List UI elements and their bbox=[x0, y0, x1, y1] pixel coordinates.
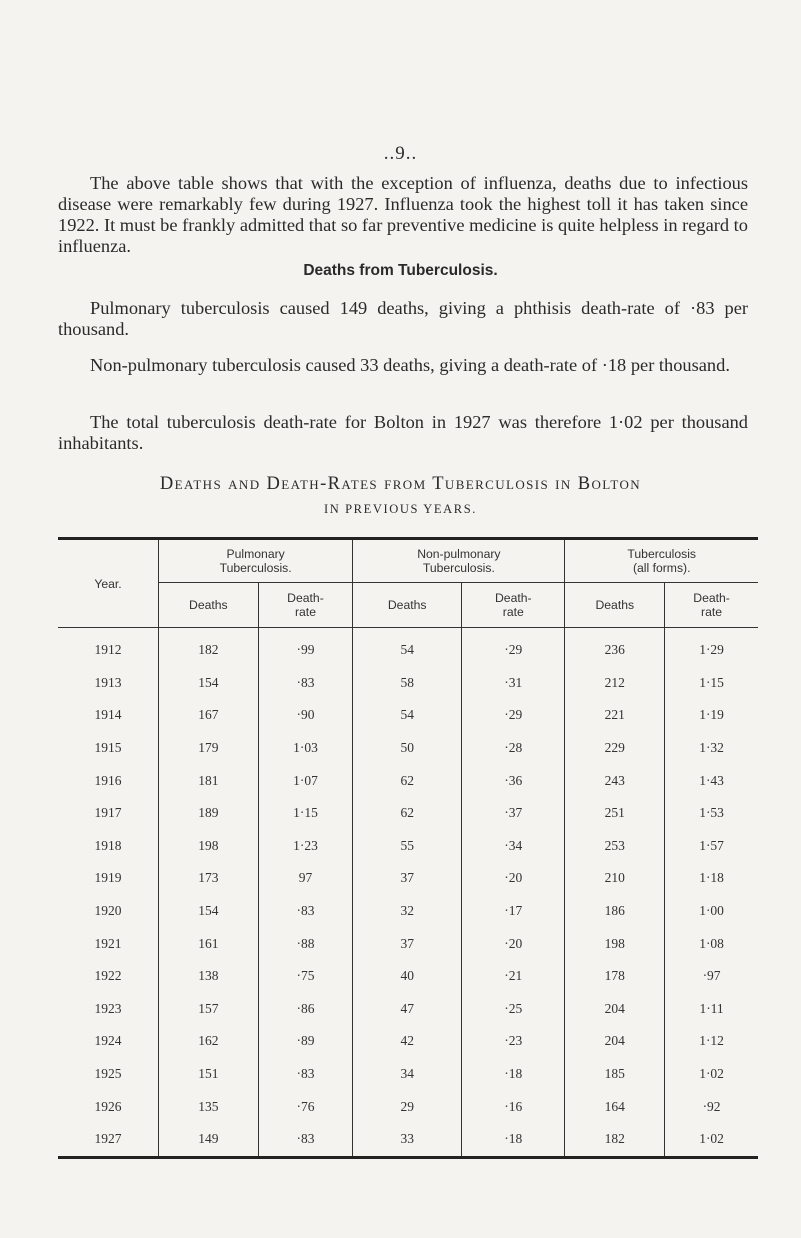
death-rate-header bbox=[462, 583, 565, 628]
pulmonary-group-header bbox=[159, 539, 353, 583]
non-pulmonary-deaths-cell: 42 bbox=[353, 1025, 462, 1058]
page-number: ..9.. bbox=[383, 143, 418, 164]
total-deaths-cell: 251 bbox=[565, 797, 665, 830]
pulmonary-deaths-cell: 154 bbox=[159, 667, 259, 700]
pulmonary-deaths-cell: 179 bbox=[159, 732, 259, 765]
non-pulmonary-deaths-cell: 29 bbox=[353, 1090, 462, 1123]
year-cell: 1916 bbox=[94, 772, 122, 788]
pulmonary-rate-cell: ·89 bbox=[258, 1025, 353, 1058]
non-pulmonary-deaths-cell: 54 bbox=[353, 699, 462, 732]
total-deaths-cell: 212 bbox=[565, 667, 665, 700]
deaths-header: Deaths bbox=[565, 583, 665, 628]
year-cell: 1927 bbox=[94, 1131, 122, 1147]
year-header: Year. bbox=[58, 539, 159, 628]
table-row bbox=[58, 830, 758, 863]
total-rate-cell: 1·12 bbox=[665, 1025, 758, 1058]
pulmonary-deaths-cell: 154 bbox=[159, 895, 259, 928]
pulmonary-rate-cell: ·83 bbox=[258, 667, 353, 700]
non-pulmonary-deaths-cell: 40 bbox=[353, 960, 462, 993]
total-deaths-cell: 210 bbox=[565, 862, 665, 895]
year-cell: 1913 bbox=[94, 674, 122, 690]
non-pulmonary-deaths-cell: 33 bbox=[353, 1123, 462, 1157]
total-rate-cell: 1·29 bbox=[665, 628, 758, 667]
year-cell: 1919 bbox=[94, 870, 122, 886]
total-deaths-cell: 229 bbox=[565, 732, 665, 765]
year-cell: 1925 bbox=[94, 1066, 122, 1082]
deaths-header: Deaths bbox=[159, 583, 259, 628]
non-pulmonary-rate-cell: ·20 bbox=[462, 927, 565, 960]
pulmonary-rate-cell: ·75 bbox=[258, 960, 353, 993]
pulmonary-deaths-cell: 149 bbox=[159, 1123, 259, 1157]
year-cell: 1924 bbox=[94, 1033, 122, 1049]
non-pulmonary-rate-cell: ·18 bbox=[462, 1123, 565, 1157]
intro-paragraph-text: The above table shows that with the exception of influenza, deaths due to infectious disease were remarkably few during 1927. Influenza took the highest toll it has taken since 1922. It must be frankly admitted that so far preventive medicine is quite helpless in regard to influenza. bbox=[58, 173, 748, 256]
table-row bbox=[58, 927, 758, 960]
non-pulmonary-rate-cell: ·21 bbox=[462, 960, 565, 993]
pulmonary-deaths-cell: 173 bbox=[159, 862, 259, 895]
non-pulmonary-deaths-cell: 54 bbox=[353, 628, 462, 667]
non-pulmonary-deaths-cell: 55 bbox=[353, 830, 462, 863]
table-row bbox=[58, 960, 758, 993]
pulmonary-deaths-cell: 161 bbox=[159, 927, 259, 960]
non-pulmonary-rate-cell: ·25 bbox=[462, 993, 565, 1026]
pulmonary-rate-cell: ·83 bbox=[258, 1123, 353, 1157]
total-deaths-cell: 185 bbox=[565, 1058, 665, 1091]
total-rate-paragraph bbox=[58, 412, 748, 454]
tuberculosis-table bbox=[58, 537, 758, 1159]
non-pulmonary-rate-cell: ·31 bbox=[462, 667, 565, 700]
pulmonary-deaths-cell: 182 bbox=[159, 628, 259, 667]
year-cell: 1926 bbox=[94, 1098, 122, 1114]
total-rate-cell: 1·43 bbox=[665, 764, 758, 797]
non-pulmonary-rate-cell: ·18 bbox=[462, 1058, 565, 1091]
total-rate-cell: 1·15 bbox=[665, 667, 758, 700]
table-row bbox=[58, 797, 758, 830]
total-rate-cell: 1·57 bbox=[665, 830, 758, 863]
table-subtitle: IN PREVIOUS YEARS. bbox=[323, 502, 477, 516]
total-deaths-cell: 221 bbox=[565, 699, 665, 732]
group-header-line1: Pulmonary bbox=[226, 547, 285, 561]
table-body bbox=[58, 628, 758, 1158]
non-pulmonary-rate-cell: ·20 bbox=[462, 862, 565, 895]
non-pulmonary-rate-cell: ·29 bbox=[462, 699, 565, 732]
pulmonary-deaths-cell: 198 bbox=[159, 830, 259, 863]
year-cell: 1912 bbox=[94, 642, 122, 658]
table-row bbox=[58, 1123, 758, 1157]
section-heading: Deaths from Tuberculosis. bbox=[303, 262, 498, 279]
year-cell: 1923 bbox=[94, 1000, 122, 1016]
pulmonary-deaths-cell: 189 bbox=[159, 797, 259, 830]
total-deaths-cell: 186 bbox=[565, 895, 665, 928]
death-rate-header-line1: Death- bbox=[693, 591, 730, 605]
table-title: Deaths and Death-Rates from Tuberculosis in Bolton bbox=[159, 474, 642, 494]
non-pulmonary-deaths-cell: 62 bbox=[353, 764, 462, 797]
total-rate-cell: 1·02 bbox=[665, 1058, 758, 1091]
total-rate-cell: 1·18 bbox=[665, 862, 758, 895]
group-header-line1: Tuberculosis bbox=[627, 547, 697, 561]
total-rate-cell: 1·08 bbox=[665, 927, 758, 960]
pulmonary-paragraph bbox=[58, 298, 748, 340]
non-pulmonary-rate-cell: ·37 bbox=[462, 797, 565, 830]
death-rate-header-line1: Death- bbox=[494, 591, 532, 605]
year-cell: 1918 bbox=[94, 837, 122, 853]
table-row bbox=[58, 993, 758, 1026]
year-cell: 1914 bbox=[94, 707, 122, 723]
non-pulmonary-rate-cell: ·17 bbox=[462, 895, 565, 928]
pulmonary-deaths-cell: 138 bbox=[159, 960, 259, 993]
non-pulmonary-rate-cell: ·28 bbox=[462, 732, 565, 765]
all-forms-group-header bbox=[565, 539, 758, 583]
non-pulmonary-rate-cell: ·16 bbox=[462, 1090, 565, 1123]
pulmonary-rate-cell: ·83 bbox=[258, 895, 353, 928]
table-row bbox=[58, 699, 758, 732]
pulmonary-paragraph-text: Pulmonary tuberculosis caused 149 deaths, giving a phthisis death-rate of ·83 per thousand. bbox=[58, 298, 748, 339]
pulmonary-deaths-cell: 162 bbox=[159, 1025, 259, 1058]
total-deaths-cell: 204 bbox=[565, 993, 665, 1026]
death-rate-header-line1: Death- bbox=[287, 591, 324, 605]
non-pulmonary-deaths-cell: 37 bbox=[353, 862, 462, 895]
total-deaths-cell: 164 bbox=[565, 1090, 665, 1123]
group-header-line1: Non-pulmonary bbox=[417, 547, 501, 561]
table-row bbox=[58, 1090, 758, 1123]
pulmonary-deaths-cell: 167 bbox=[159, 699, 259, 732]
total-rate-cell: 1·00 bbox=[665, 895, 758, 928]
intro-paragraph bbox=[58, 173, 748, 257]
year-cell: 1920 bbox=[94, 903, 122, 919]
table-row bbox=[58, 667, 758, 700]
year-cell: 1917 bbox=[94, 805, 122, 821]
pulmonary-rate-cell: 1·03 bbox=[258, 732, 353, 765]
deaths-header: Deaths bbox=[353, 583, 462, 628]
pulmonary-deaths-cell: 181 bbox=[159, 764, 259, 797]
death-rate-header bbox=[258, 583, 353, 628]
total-rate-cell: 1·02 bbox=[665, 1123, 758, 1157]
total-rate-cell: 1·32 bbox=[665, 732, 758, 765]
total-rate-paragraph-text: The total tuberculosis death-rate for Bolton in 1927 was therefore 1·02 per thousand inhabitants. bbox=[58, 412, 748, 453]
non-pulmonary-group-header bbox=[353, 539, 565, 583]
group-header-line2: (all forms). bbox=[632, 561, 691, 575]
total-deaths-cell: 236 bbox=[565, 628, 665, 667]
total-deaths-cell: 243 bbox=[565, 764, 665, 797]
year-cell: 1915 bbox=[94, 740, 122, 756]
non-pulmonary-paragraph bbox=[58, 355, 748, 376]
non-pulmonary-deaths-cell: 62 bbox=[353, 797, 462, 830]
total-rate-cell: ·92 bbox=[665, 1090, 758, 1123]
year-cell: 1922 bbox=[94, 968, 122, 984]
pulmonary-rate-cell: 1·15 bbox=[258, 797, 353, 830]
pulmonary-rate-cell: 1·23 bbox=[258, 830, 353, 863]
death-rate-header-line2: rate bbox=[701, 605, 723, 619]
death-rate-header-line2: rate bbox=[502, 605, 524, 619]
non-pulmonary-deaths-cell: 37 bbox=[353, 927, 462, 960]
non-pulmonary-rate-cell: ·34 bbox=[462, 830, 565, 863]
non-pulmonary-deaths-cell: 34 bbox=[353, 1058, 462, 1091]
pulmonary-rate-cell: 1·07 bbox=[258, 764, 353, 797]
pulmonary-rate-cell: ·90 bbox=[258, 699, 353, 732]
table-row bbox=[58, 732, 758, 765]
pulmonary-rate-cell: ·88 bbox=[258, 927, 353, 960]
total-rate-cell: 1·11 bbox=[665, 993, 758, 1026]
pulmonary-deaths-cell: 151 bbox=[159, 1058, 259, 1091]
total-rate-cell: ·97 bbox=[665, 960, 758, 993]
pulmonary-rate-cell: 97 bbox=[258, 862, 353, 895]
pulmonary-deaths-cell: 135 bbox=[159, 1090, 259, 1123]
table-row bbox=[58, 862, 758, 895]
non-pulmonary-deaths-cell: 32 bbox=[353, 895, 462, 928]
table-row bbox=[58, 1058, 758, 1091]
table-row bbox=[58, 764, 758, 797]
death-rate-header-line2: rate bbox=[294, 605, 316, 619]
table-row bbox=[58, 1025, 758, 1058]
pulmonary-rate-cell: ·99 bbox=[258, 628, 353, 667]
pulmonary-deaths-cell: 157 bbox=[159, 993, 259, 1026]
non-pulmonary-rate-cell: ·36 bbox=[462, 764, 565, 797]
total-rate-cell: 1·53 bbox=[665, 797, 758, 830]
pulmonary-rate-cell: ·86 bbox=[258, 993, 353, 1026]
non-pulmonary-rate-cell: ·29 bbox=[462, 628, 565, 667]
total-rate-cell: 1·19 bbox=[665, 699, 758, 732]
table-row bbox=[58, 628, 758, 667]
pulmonary-rate-cell: ·83 bbox=[258, 1058, 353, 1091]
non-pulmonary-deaths-cell: 50 bbox=[353, 732, 462, 765]
non-pulmonary-paragraph-text: Non-pulmonary tuberculosis caused 33 deaths, giving a death-rate of ·18 per thousand. bbox=[90, 355, 730, 375]
total-deaths-cell: 204 bbox=[565, 1025, 665, 1058]
group-header-line2: Tuberculosis. bbox=[422, 561, 495, 575]
non-pulmonary-deaths-cell: 58 bbox=[353, 667, 462, 700]
total-deaths-cell: 253 bbox=[565, 830, 665, 863]
year-cell: 1921 bbox=[94, 935, 122, 951]
pulmonary-rate-cell: ·76 bbox=[258, 1090, 353, 1123]
total-deaths-cell: 178 bbox=[565, 960, 665, 993]
death-rate-header bbox=[665, 583, 758, 628]
non-pulmonary-deaths-cell: 47 bbox=[353, 993, 462, 1026]
group-header-line2: Tuberculosis. bbox=[219, 561, 292, 575]
total-deaths-cell: 198 bbox=[565, 927, 665, 960]
non-pulmonary-rate-cell: ·23 bbox=[462, 1025, 565, 1058]
table-row bbox=[58, 895, 758, 928]
total-deaths-cell: 182 bbox=[565, 1123, 665, 1157]
